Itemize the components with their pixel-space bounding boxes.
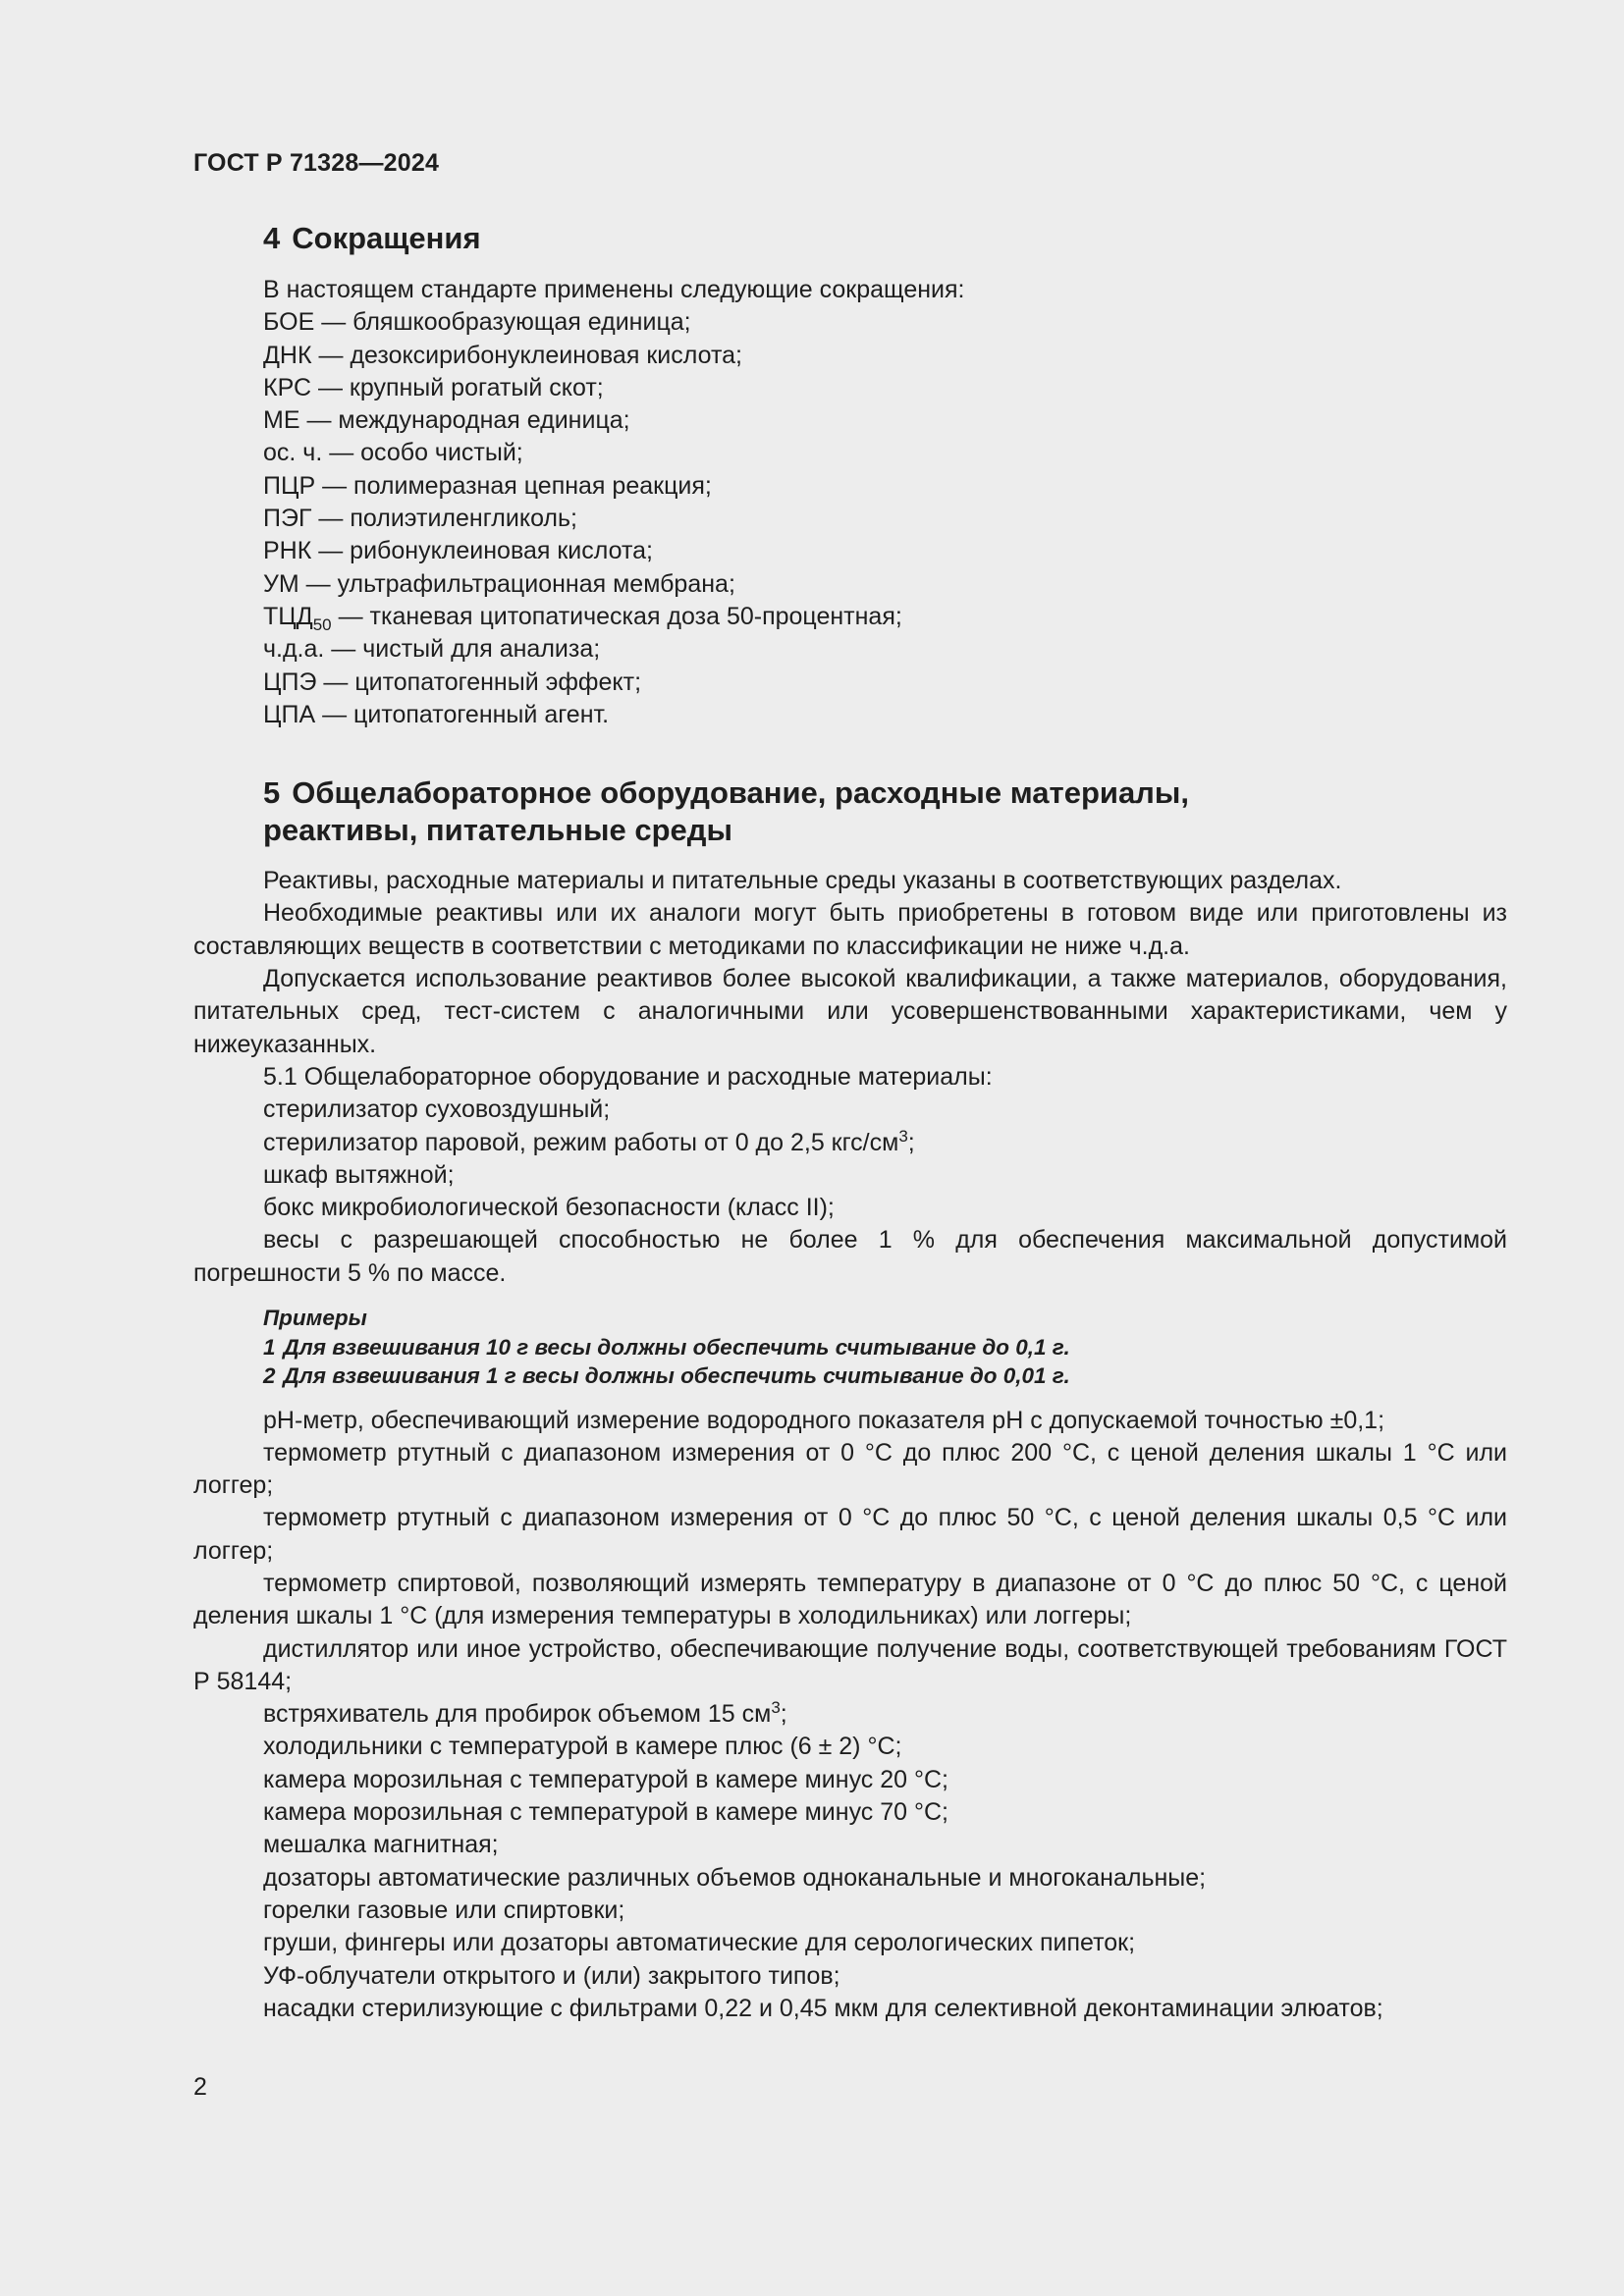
equipment-text: встряхиватель для пробирок объемом 15 см (263, 1700, 772, 1729)
standard-header: ГОСТ Р 71328—2024 (193, 149, 440, 177)
equipment-item: дозаторы автоматические различных объемов одноканальные и многоканальные; (263, 1863, 1207, 1892)
equipment-item: дистиллятор или иное устройство, обеспечивающие получение воды, соответствующей требованиям ГОСТ Р 58144; (193, 1634, 1507, 1695)
example-number: 1 (263, 1334, 276, 1360)
abbr-tcd-subscript: 50 (312, 614, 332, 634)
example-item (263, 1362, 1507, 1391)
superscript: 3 (898, 1126, 908, 1146)
equipment-item (193, 1127, 1507, 1159)
paragraph: Реактивы, расходные материалы и питательные среды указаны в соответствующих разделах. (263, 867, 1342, 895)
abbreviation-item: ч.д.а. — чистый для анализа; (263, 635, 601, 664)
abbreviation-item: РНК — рибонуклеиновая кислота; (263, 537, 653, 565)
abbreviation-item: УМ — ультрафильтрационная мембрана; (263, 569, 735, 598)
abbreviation-item: КРС — крупный рогатый скот; (263, 373, 604, 401)
abbreviation-item: ПЭГ — полиэтиленгликоль; (263, 505, 577, 533)
equipment-item (193, 1698, 1507, 1731)
section-title-line-1: Общелабораторное оборудование, расходные материалы, (292, 775, 1189, 811)
page-number: 2 (193, 2073, 207, 2101)
page-content (193, 220, 1507, 2025)
abbreviations-intro: В настоящем стандарте применены следующие сокращения: (263, 276, 965, 303)
equipment-text-end: ; (907, 1128, 915, 1156)
abbr-tcd-text: — тканевая цитопатическая доза 50-процентная; (331, 602, 902, 630)
equipment-item: шкаф вытяжной; (263, 1160, 455, 1189)
equipment-text-end: ; (780, 1700, 787, 1729)
example-text: Для взвешивания 10 г весы должны обеспечить считывание до 0,1 г. (283, 1334, 1070, 1360)
abbreviation-item: ПЦР — полимеразная цепная реакция; (263, 471, 712, 500)
equipment-text: стерилизатор паровой, режим работы от 0 до 2,5 кгс/см (263, 1128, 899, 1156)
abbreviation-item: ДНК — дезоксирибонуклеиновая кислота; (263, 341, 742, 369)
subsection-5-1: 5.1 Общелабораторное оборудование и расходные материалы: (263, 1062, 993, 1091)
example-text: Для взвешивания 1 г весы должны обеспечить считывание до 0,01 г. (283, 1363, 1070, 1389)
equipment-item: термометр ртутный с диапазоном измерения от 0 °С до плюс 200 °С, с ценой деления шкалы 1 °С или логгер; (193, 1438, 1507, 1500)
abbreviation-item: ос. ч. — особо чистый; (263, 439, 523, 467)
section-number: 5 (263, 775, 281, 811)
example-item (263, 1333, 1507, 1362)
section-number: 4 (263, 221, 281, 255)
abbreviation-item: ЦПЭ — цитопатогенный эффект; (263, 667, 642, 696)
section-5-heading (263, 774, 1507, 849)
paragraph: Необходимые реактивы или их аналоги могут быть приобретены в готовом виде или приготовлены из составляющих веществ в соответствии с методиками по классификации не ниже ч.д.а. (193, 899, 1507, 960)
equipment-item: термометр ртутный с диапазоном измерения от 0 °С до плюс 50 °С, с ценой деления шкалы 0,5 °С или логгер; (193, 1504, 1507, 1565)
paragraph: Допускается использование реактивов более высокой квалификации, а также материалов, оборудования, питательных сред, тест-систем с аналогичными или усовершенствованными характеристиками, чем у нижеуказанных. (193, 965, 1507, 1058)
equipment-item: камера морозильная с температурой в камере минус 70 °С; (263, 1798, 948, 1827)
abbreviation-item: ЦПА — цитопатогенный агент. (263, 700, 610, 728)
equipment-item: термометр спиртовой, позволяющий измерять температуру в диапазоне от 0 °С до плюс 50 °С, с ценой деления шкалы 1 °С (для измерения температуры в холодильниках) или логгеры; (193, 1570, 1507, 1630)
section-title-line-2: реактивы, питательные среды (263, 813, 732, 848)
section-title: Сокращения (292, 221, 481, 255)
equipment-item: мешалка магнитная; (263, 1831, 499, 1859)
equipment-item: горелки газовые или спиртовки; (263, 1896, 625, 1924)
equipment-item: pH-метр, обеспечивающий измерение водородного показателя pH с допускаемой точностью ±0,1; (263, 1406, 1385, 1434)
equipment-item: УФ-облучатели открытого и (или) закрытого типов; (263, 1961, 840, 1990)
abbreviation-item-tcd (263, 601, 1507, 633)
equipment-item: бокс микробиологической безопасности (класс II); (263, 1194, 835, 1222)
equipment-item: стерилизатор суховоздушный; (263, 1095, 611, 1124)
abbreviation-item: МЕ — международная единица; (263, 406, 630, 435)
example-number: 2 (263, 1363, 276, 1389)
equipment-item: холодильники с температурой в камере плюс (6 ± 2) °С; (263, 1733, 902, 1761)
examples-title: Примеры (263, 1306, 367, 1331)
equipment-item: груши, фингеры или дозаторы автоматические для серологических пипеток; (263, 1929, 1136, 1957)
equipment-item: насадки стерилизующие с фильтрами 0,22 и 0,45 мкм для селективной деконтаминации элюатов; (263, 1994, 1383, 2022)
examples-block (263, 1304, 1507, 1391)
superscript: 3 (771, 1698, 781, 1718)
equipment-item: весы с разрешающей способностью не более 1 % для обеспечения максимальной допустимой погрешности 5 % по массе. (193, 1226, 1507, 1287)
abbr-tcd: ТЦД (263, 602, 313, 630)
section-4-heading (263, 220, 1507, 257)
abbreviations-list (263, 274, 1507, 731)
equipment-item: камера морозильная с температурой в камере минус 20 °С; (263, 1765, 948, 1793)
abbreviation-item: БОЕ — бляшкообразующая единица; (263, 308, 691, 337)
